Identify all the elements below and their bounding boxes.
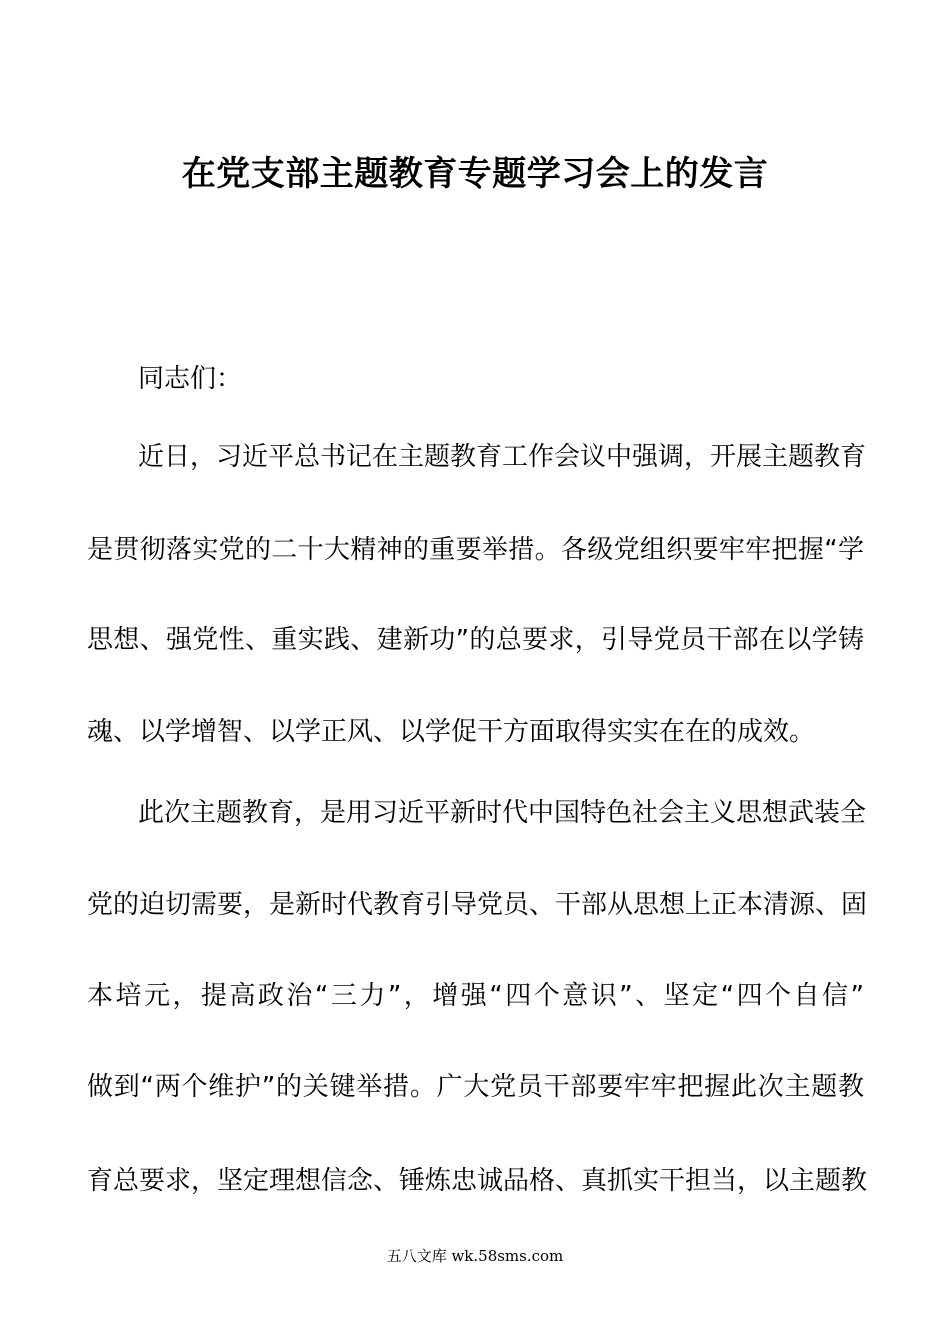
- paragraph-line: 做到“两个维护”的关键举措。广大党员干部要牢牢把握此次主题教: [87, 1072, 864, 1102]
- paragraph-line: 党的迫切需要，是新时代教育引导党员、干部从思想上正本清源、固: [87, 890, 868, 920]
- paragraph-line: 是贯彻落实党的二十大精神的重要举措。各级党组织要牢牢把握“学: [87, 535, 864, 565]
- paragraph-line: 育总要求，坚定理想信念、锤炼忠诚品格、真抓实干担当，以主题教: [87, 1166, 868, 1196]
- paragraph-line: 近日，习近平总书记在主题教育工作会议中强调，开展主题教育: [138, 442, 867, 472]
- document-title: 在党支部主题教育专题学习会上的发言: [181, 154, 769, 194]
- paragraph-line: 思想、强党性、重实践、建新功”的总要求，引导党员干部在以学铸: [87, 625, 864, 655]
- paragraph-line: 此次主题教育，是用习近平新时代中国特色社会主义思想武装全: [138, 798, 867, 828]
- salutation: 同志们：: [138, 364, 243, 394]
- paragraph-line: 魂、以学增智、以学正风、以学促干方面取得实实在在的成效。: [87, 717, 816, 747]
- paragraph-line: 本培元，提高政治“三力”，增强“四个意识”、坚定“四个自信”: [87, 981, 864, 1011]
- footer-watermark: 五八文库 wk.58sms.com: [386, 1247, 564, 1265]
